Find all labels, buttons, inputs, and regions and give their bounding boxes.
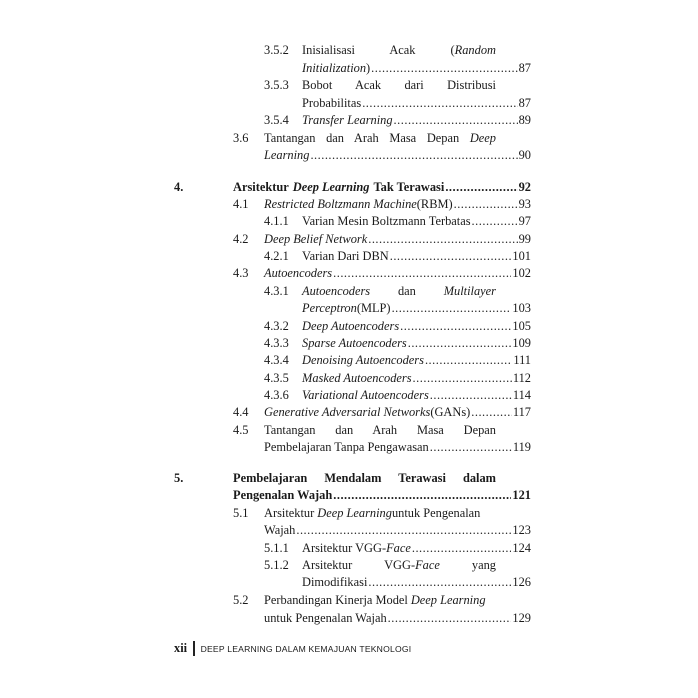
- entry-page: 93: [518, 197, 531, 211]
- entry-number: 3.6: [233, 131, 249, 145]
- entry-title: Variational Autoencoders ..... 114: [302, 387, 531, 404]
- entry-page: 129: [512, 611, 531, 625]
- entry-title: Sparse Autoencoders ..... 109: [302, 335, 531, 352]
- entry-number: 4.2: [233, 232, 249, 246]
- entry-title-line2: Learning ..... 90: [264, 147, 531, 164]
- entry-title: Autoencoders ..... 102: [264, 265, 531, 282]
- chapter-number: 5.: [174, 471, 184, 485]
- entry-page: 102: [512, 266, 531, 280]
- entry-number: 4.1: [233, 197, 249, 211]
- entry-number: 4.3.1: [264, 284, 289, 298]
- footer-divider: [193, 641, 195, 656]
- chapter-page: 92: [518, 180, 531, 194]
- entry-number: 5.2: [233, 593, 249, 607]
- entry-number: 5.1: [233, 506, 249, 520]
- entry-page: 109: [512, 336, 531, 350]
- entry-title-line1: Arsitektur Deep Learning untuk Pengenalan: [264, 506, 481, 520]
- entry-number: 4.4: [233, 405, 249, 419]
- entry-title-line2: Wajah ..... 123: [264, 522, 531, 539]
- entry-number: 3.5.2: [264, 43, 289, 57]
- entry-page: 117: [512, 405, 531, 419]
- entry-number: 4.3.5: [264, 371, 289, 385]
- entry-title: Masked Autoencoders ..... 112: [302, 370, 531, 387]
- entry-number: 3.5.3: [264, 78, 289, 92]
- entry-page: 89: [518, 113, 531, 127]
- entry-title-line1: Autoencoders dan Multilayer: [302, 284, 496, 298]
- entry-page: 99: [518, 232, 531, 246]
- footer-book-title: DEEP LEARNING DALAM KEMAJUAN TEKNOLOGI: [200, 643, 412, 654]
- entry-page: 87: [518, 96, 531, 110]
- entry-title: Deep Autoencoders ..... 105: [302, 318, 531, 335]
- entry-page: 123: [512, 523, 531, 537]
- entry-number: 4.3.4: [264, 353, 289, 367]
- entry-title-line2: Probabilitas ..... 87: [302, 95, 531, 112]
- page-footer: [174, 641, 411, 656]
- chapter-title: Arsitektur Deep Learning Tak Terawasi ..... 92: [233, 179, 531, 196]
- entry-page: 97: [518, 214, 531, 228]
- entry-title-line1: Arsitektur VGG-Face yang: [302, 558, 496, 572]
- entry-page: 111: [513, 353, 531, 367]
- entry-title: Denoising Autoencoders ..... 111: [302, 352, 531, 369]
- entry-title: Transfer Learning ..... 89: [302, 112, 531, 129]
- entry-title: Arsitektur VGG- Face ..... 124: [302, 540, 531, 557]
- entry-number: 4.1.1: [264, 214, 289, 228]
- entry-page: 114: [512, 388, 531, 402]
- entry-title: Varian Mesin Boltzmann Terbatas ..... 97: [302, 213, 531, 230]
- chapter-number: 4.: [174, 180, 184, 194]
- chapter-title-line2: Pengenalan Wajah ..... 121: [233, 487, 531, 504]
- entry-page: 87: [518, 61, 531, 75]
- entry-title-line1: Bobot Acak dari Distribusi: [302, 78, 496, 92]
- entry-number: 4.3.6: [264, 388, 289, 402]
- entry-page: 126: [512, 575, 531, 589]
- entry-title-line1: Inisialisasi Acak (Random: [302, 43, 496, 57]
- entry-number: 4.3.2: [264, 319, 289, 333]
- footer-page-number: xii: [174, 641, 188, 655]
- entry-title-line2: Dimodifikasi ..... 126: [302, 574, 531, 591]
- entry-title-line2: Pembelajaran Tanpa Pengawasan ..... 119: [264, 439, 531, 456]
- entry-number: 4.3.3: [264, 336, 289, 350]
- entry-title: Varian Dari DBN ..... 101: [302, 248, 531, 265]
- entry-page: 105: [512, 319, 531, 333]
- chapter-title-line1: Pembelajaran Mendalam Terawasi dalam: [233, 471, 496, 485]
- entry-title-line1: Tantangan dan Arah Masa Depan: [264, 423, 496, 437]
- chapter-page: 121: [512, 488, 531, 502]
- entry-title-line1: Perbandingan Kinerja Model Deep Learning: [264, 593, 486, 607]
- entry-number: 4.5: [233, 423, 249, 437]
- entry-title: Restricted Boltzmann Machine (RBM) ..... 93: [264, 196, 531, 213]
- entry-page: 112: [512, 371, 531, 385]
- entry-number: 3.5.4: [264, 113, 289, 127]
- entry-number: 5.1.1: [264, 541, 289, 555]
- entry-title-line1: Tantangan dan Arah Masa Depan Deep: [264, 131, 496, 145]
- entry-title-line2: Initialization) ..... 87: [302, 60, 531, 77]
- entry-number: 4.3: [233, 266, 249, 280]
- entry-page: 124: [512, 541, 531, 555]
- entry-page: 90: [518, 148, 531, 162]
- entry-page: 119: [512, 440, 531, 454]
- entry-number: 5.1.2: [264, 558, 289, 572]
- entry-page: 101: [512, 249, 531, 263]
- entry-title-line2: Perceptron (MLP) ..... 103: [302, 300, 531, 317]
- entry-title: Deep Belief Network ..... 99: [264, 231, 531, 248]
- entry-number: 4.2.1: [264, 249, 289, 263]
- entry-page: 103: [512, 301, 531, 315]
- entry-title-line2: untuk Pengenalan Wajah ..... 129: [264, 610, 531, 627]
- entry-title: Generative Adversarial Networks (GANs) ..... 117: [264, 404, 531, 421]
